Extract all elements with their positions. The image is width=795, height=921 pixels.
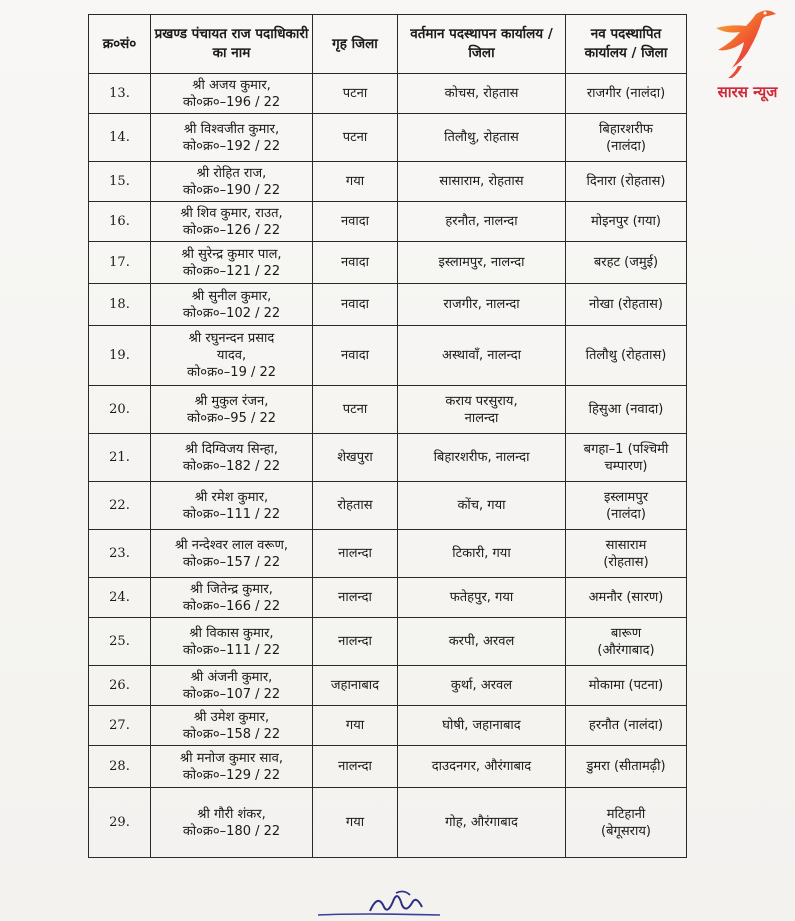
new-posting: बगहा–1 (पश्चिमी xyxy=(583,441,669,457)
new-posting-cell xyxy=(566,386,687,434)
new-posting-cell xyxy=(566,530,687,578)
officer-name: श्री नन्देश्वर लाल वरूण, xyxy=(174,537,289,553)
officer-code: को०क्र०–182 / 22 xyxy=(182,458,281,474)
officer-code: को०क्र०–126 / 22 xyxy=(182,222,281,238)
current-posting: सासाराम, रोहतास xyxy=(439,174,524,189)
new-posting-cont: (रोहतास) xyxy=(603,554,649,570)
officer-name-cell xyxy=(151,114,313,162)
new-posting-cell xyxy=(566,434,687,482)
current-posting-cont: नालन्दा xyxy=(464,410,499,426)
officer-name: श्री रोहित राज, xyxy=(196,165,267,181)
home-district-cell: गया xyxy=(313,162,398,202)
new-posting: मोकामा (पटना) xyxy=(588,678,664,693)
current-posting: कराय परसुराय, xyxy=(445,393,518,409)
table-row xyxy=(89,666,687,706)
officer-code: को०क्र०–190 / 22 xyxy=(182,182,281,198)
current-posting: हरनौत, नालन्दा xyxy=(445,214,518,229)
brand-name: सारस न्यूज xyxy=(717,83,778,101)
header-new-posting: नव पदस्थापित कार्यालय / जिला xyxy=(566,15,687,74)
table-row xyxy=(89,284,687,326)
officer-name: श्री शिव कुमार, राउत, xyxy=(180,205,283,221)
new-posting: हरनौत (नालंदा) xyxy=(588,718,664,733)
table-row xyxy=(89,114,687,162)
officer-name-cell xyxy=(151,482,313,530)
header-current-posting: वर्तमान पदस्थापन कार्यालय / जिला xyxy=(398,15,566,74)
officer-name-cell xyxy=(151,162,313,202)
new-posting: बारूण xyxy=(610,625,642,641)
officer-code: को०क्र०–102 / 22 xyxy=(182,305,281,321)
home-district-cell: नालन्दा xyxy=(313,746,398,788)
new-posting-cell xyxy=(566,618,687,666)
home-district-cell: पटना xyxy=(313,386,398,434)
new-posting-cell xyxy=(566,788,687,858)
officer-name-cont: यादव, xyxy=(216,348,247,363)
table-row xyxy=(89,482,687,530)
serial-cell: 28. xyxy=(89,746,151,788)
new-posting-cell xyxy=(566,162,687,202)
current-posting-cell xyxy=(398,746,566,788)
serial-cell: 29. xyxy=(89,788,151,858)
table-row xyxy=(89,578,687,618)
serial-cell: 23. xyxy=(89,530,151,578)
serial-cell: 25. xyxy=(89,618,151,666)
new-posting-cont: (बेगूसराय) xyxy=(601,823,651,839)
current-posting: कोंच, गया xyxy=(457,498,506,513)
officer-code: को०क्र०–157 / 22 xyxy=(182,554,281,570)
table-row xyxy=(89,74,687,114)
new-posting-cont: (नालंदा) xyxy=(606,506,646,522)
new-posting: तिलौथु (रोहतास) xyxy=(585,348,667,363)
current-posting: इस्लामपुर, नालन्दा xyxy=(438,255,525,270)
serial-cell: 27. xyxy=(89,706,151,746)
officer-name-cell xyxy=(151,530,313,578)
new-posting-cell xyxy=(566,114,687,162)
crane-bird-logo-icon xyxy=(710,4,782,80)
new-posting: बिहारशरीफ xyxy=(599,121,653,137)
officer-code: को०क्र०–196 / 22 xyxy=(182,94,281,110)
current-posting: राजगीर, नालन्दा xyxy=(443,297,520,312)
table-row xyxy=(89,242,687,284)
current-posting: फतेहपुर, गया xyxy=(449,590,514,605)
new-posting: मटिहानी xyxy=(606,806,646,822)
officer-name-cell xyxy=(151,618,313,666)
home-district-cell: जहानाबाद xyxy=(313,666,398,706)
officer-name-cell xyxy=(151,284,313,326)
new-posting-cell xyxy=(566,746,687,788)
serial-cell: 13. xyxy=(89,74,151,114)
new-posting-cont: चम्पारण) xyxy=(604,458,648,474)
officer-name-cell xyxy=(151,202,313,242)
current-posting: कोचस, रोहतास xyxy=(444,86,519,101)
current-posting: दाउदनगर, औरंगाबाद xyxy=(431,759,532,774)
current-posting: करपी, अरवल xyxy=(448,634,515,649)
new-posting-cell xyxy=(566,242,687,284)
serial-cell: 15. xyxy=(89,162,151,202)
new-posting-cell xyxy=(566,284,687,326)
officer-code: को०क्र०–158 / 22 xyxy=(182,726,281,742)
current-posting: अस्थावाँ, नालन्दा xyxy=(442,348,521,363)
current-posting: घोषी, जहानाबाद xyxy=(442,718,521,733)
officer-code: को०क्र०–192 / 22 xyxy=(182,138,281,154)
transfer-table xyxy=(88,14,687,858)
officer-name: श्री अजय कुमार, xyxy=(192,77,271,93)
new-posting-cell xyxy=(566,666,687,706)
new-posting-cont: (नालंदा) xyxy=(606,138,646,154)
table-header-row xyxy=(89,15,687,74)
new-posting-cell xyxy=(566,482,687,530)
serial-cell: 16. xyxy=(89,202,151,242)
officer-name: श्री मनोज कुमार साव, xyxy=(180,750,283,766)
new-posting: बरहट (जमुई) xyxy=(593,255,659,270)
table-row xyxy=(89,618,687,666)
new-posting-cell xyxy=(566,706,687,746)
new-posting: मोइनपुर (गया) xyxy=(591,214,661,229)
home-district-cell: शेखपुरा xyxy=(313,434,398,482)
table-row xyxy=(89,386,687,434)
home-district-cell: गया xyxy=(313,788,398,858)
brand-logo xyxy=(700,4,795,104)
officer-name: श्री सुरेन्द्र कुमार पाल, xyxy=(181,246,282,262)
serial-cell: 19. xyxy=(89,326,151,386)
serial-cell: 21. xyxy=(89,434,151,482)
table-row xyxy=(89,788,687,858)
current-posting-cell xyxy=(398,242,566,284)
current-posting-cell xyxy=(398,706,566,746)
home-district-cell: नालन्दा xyxy=(313,578,398,618)
header-serial: क्र०सं० xyxy=(89,15,151,74)
home-district-cell: गया xyxy=(313,706,398,746)
new-posting: हिसुआ (नवादा) xyxy=(588,402,664,417)
table-row xyxy=(89,434,687,482)
home-district-cell: रोहतास xyxy=(313,482,398,530)
current-posting: टिकारी, गया xyxy=(452,546,511,561)
officer-name: श्री जितेन्द्र कुमार, xyxy=(190,581,273,597)
current-posting-cell xyxy=(398,114,566,162)
new-posting: डुमरा (सीतामढ़ी) xyxy=(586,759,666,774)
new-posting: नोखा (रोहतास) xyxy=(588,297,663,312)
table-row xyxy=(89,706,687,746)
home-district-cell: नालन्दा xyxy=(313,530,398,578)
officer-code: को०क्र०–111 / 22 xyxy=(182,506,281,522)
officer-name-cell xyxy=(151,74,313,114)
new-posting-cell xyxy=(566,202,687,242)
officer-name: श्री विश्वजीत कुमार, xyxy=(183,121,280,137)
officer-name: श्री रघुनन्दन प्रसाद xyxy=(188,331,275,346)
serial-cell: 26. xyxy=(89,666,151,706)
new-posting: दिनारा (रोहतास) xyxy=(586,174,666,189)
new-posting: अमनौर (सारण) xyxy=(588,590,664,605)
officer-name-cell xyxy=(151,578,313,618)
new-posting: राजगीर (नालंदा) xyxy=(586,86,666,101)
officer-code: को०क्र०–111 / 22 xyxy=(182,642,281,658)
officer-name: श्री दिग्विजय सिन्हा, xyxy=(185,441,278,457)
officer-code: को०क्र०–107 / 22 xyxy=(182,686,281,702)
officer-name: श्री अंजनी कुमार, xyxy=(190,669,273,685)
serial-cell: 17. xyxy=(89,242,151,284)
current-posting-cell xyxy=(398,618,566,666)
officer-name-cell xyxy=(151,326,313,386)
new-posting-cell xyxy=(566,74,687,114)
new-posting: इस्लामपुर xyxy=(603,489,649,505)
table-row xyxy=(89,746,687,788)
officer-name-cell xyxy=(151,746,313,788)
current-posting-cell xyxy=(398,326,566,386)
current-posting: गोह, औरंगाबाद xyxy=(445,815,518,830)
current-posting-cell xyxy=(398,482,566,530)
serial-cell: 22. xyxy=(89,482,151,530)
table-row xyxy=(89,326,687,386)
serial-cell: 20. xyxy=(89,386,151,434)
current-posting-cell xyxy=(398,666,566,706)
officer-name-cell xyxy=(151,706,313,746)
officer-code: को०क्र०–166 / 22 xyxy=(182,598,281,614)
table-body xyxy=(89,74,687,858)
officer-name: श्री रमेश कुमार, xyxy=(194,489,269,505)
officer-code: को०क्र०–180 / 22 xyxy=(182,823,281,839)
officer-name-cell xyxy=(151,666,313,706)
officer-name-cell xyxy=(151,242,313,284)
officer-name: श्री सुनील कुमार, xyxy=(191,288,272,304)
home-district-cell: नवादा xyxy=(313,202,398,242)
handwritten-signature-icon xyxy=(300,885,460,921)
officer-code: को०क्र०–129 / 22 xyxy=(182,767,281,783)
current-posting-cell xyxy=(398,788,566,858)
current-posting: कुर्था, अरवल xyxy=(450,678,513,693)
serial-cell: 18. xyxy=(89,284,151,326)
home-district-cell: नवादा xyxy=(313,242,398,284)
table-row xyxy=(89,530,687,578)
new-posting-cont: (औरंगाबाद) xyxy=(597,642,655,658)
table-row xyxy=(89,162,687,202)
new-posting-cell xyxy=(566,326,687,386)
current-posting-cell xyxy=(398,434,566,482)
officer-name-cell xyxy=(151,386,313,434)
officer-name-cell xyxy=(151,434,313,482)
officer-name: श्री गौरी शंकर, xyxy=(197,806,266,822)
current-posting-cell xyxy=(398,74,566,114)
current-posting-cell xyxy=(398,386,566,434)
current-posting-cell xyxy=(398,578,566,618)
officer-code: को०क्र०–121 / 22 xyxy=(182,263,281,279)
serial-cell: 14. xyxy=(89,114,151,162)
current-posting-cell xyxy=(398,202,566,242)
current-posting-cell xyxy=(398,284,566,326)
current-posting: बिहारशरीफ, नालन्दा xyxy=(433,450,530,465)
header-home-district: गृह जिला xyxy=(313,15,398,74)
home-district-cell: नवादा xyxy=(313,326,398,386)
officer-name: श्री विकास कुमार, xyxy=(189,625,274,641)
new-posting-cell xyxy=(566,578,687,618)
home-district-cell: पटना xyxy=(313,74,398,114)
home-district-cell: नालन्दा xyxy=(313,618,398,666)
home-district-cell: नवादा xyxy=(313,284,398,326)
current-posting-cell xyxy=(398,530,566,578)
officer-name: श्री मुकुल रंजन, xyxy=(194,393,269,409)
officer-name: श्री उमेश कुमार, xyxy=(193,709,270,725)
officer-name-cell xyxy=(151,788,313,858)
home-district-cell: पटना xyxy=(313,114,398,162)
new-posting: सासाराम xyxy=(605,537,647,553)
officer-code: को०क्र०–95 / 22 xyxy=(186,410,277,426)
header-name: प्रखण्ड पंचायत राज पदाधिकारी का नाम xyxy=(151,15,313,74)
table-row xyxy=(89,202,687,242)
current-posting-cell xyxy=(398,162,566,202)
serial-cell: 24. xyxy=(89,578,151,618)
current-posting: तिलौथु, रोहतास xyxy=(444,130,519,145)
officer-code: को०क्र०–19 / 22 xyxy=(186,365,277,380)
